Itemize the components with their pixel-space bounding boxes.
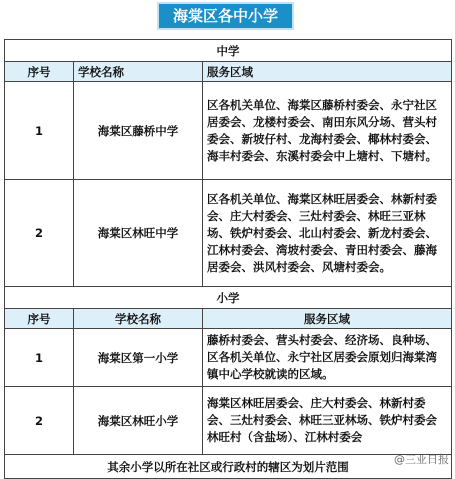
table-row (5, 180, 452, 287)
primary-header-row (5, 309, 452, 329)
middle-section-label: 中学 (5, 40, 452, 62)
table-row (5, 387, 452, 455)
watermark: @三亚日报 (394, 453, 449, 466)
row-no: 1 (5, 329, 74, 387)
middle-section-row (5, 40, 452, 62)
row-area: 区各机关单位、海棠区藤桥村委会、永宁社区居委会、龙楼村委会、南田东风分场、营头村委会、新坡仔村、龙海村委会、椰林村委会、海丰村委会、东溪村委会中上塘村、下塘村。 (203, 82, 452, 180)
table-row (5, 329, 452, 387)
row-school: 海棠区第一小学 (74, 329, 203, 387)
row-area: 藤桥村委会、营头村委会、经济场、良种场、区各机关单位、永宁社区居委会原划归海棠湾镇中心学校就读的区域。 (203, 329, 452, 387)
row-school: 海棠区藤桥中学 (74, 82, 203, 180)
row-no: 1 (5, 82, 74, 180)
header-area: 服务区域 (203, 309, 452, 329)
row-area: 海棠区林旺居委会、庄大村委会、林新村委会、三灶村委会、林旺三亚林场、铁炉村委会林旺村（含盐场）、江林村委会 (203, 387, 452, 455)
school-district-table (4, 39, 452, 479)
row-no: 2 (5, 180, 74, 287)
row-school: 海棠区林旺小学 (74, 387, 203, 455)
page-title: 海棠区各中小学 (157, 2, 294, 30)
header-school: 学校名称 (74, 309, 203, 329)
row-no: 2 (5, 387, 74, 455)
header-no: 序号 (5, 309, 74, 329)
primary-section-row (5, 287, 452, 309)
header-school: 学校名称 (74, 62, 203, 82)
row-area: 区各机关单位、海棠区林旺居委会、林新村委会、庄大村委会、三灶村委会、林旺三亚林场、铁炉村委会、北山村委会、新龙村委会、江林村委会、湾坡村委会、青田村委会、藤海居委会、洪风村委会、风塘村委会。 (203, 180, 452, 287)
header-area: 服务区域 (203, 62, 452, 82)
middle-header-row (5, 62, 452, 82)
table-row (5, 82, 452, 180)
footer-row (5, 455, 452, 479)
footer-note: 其余小学以所在社区或行政村的辖区为划片范围 (5, 455, 452, 479)
header-no: 序号 (5, 62, 74, 82)
row-school: 海棠区林旺中学 (74, 180, 203, 287)
primary-section-label: 小学 (5, 287, 452, 309)
